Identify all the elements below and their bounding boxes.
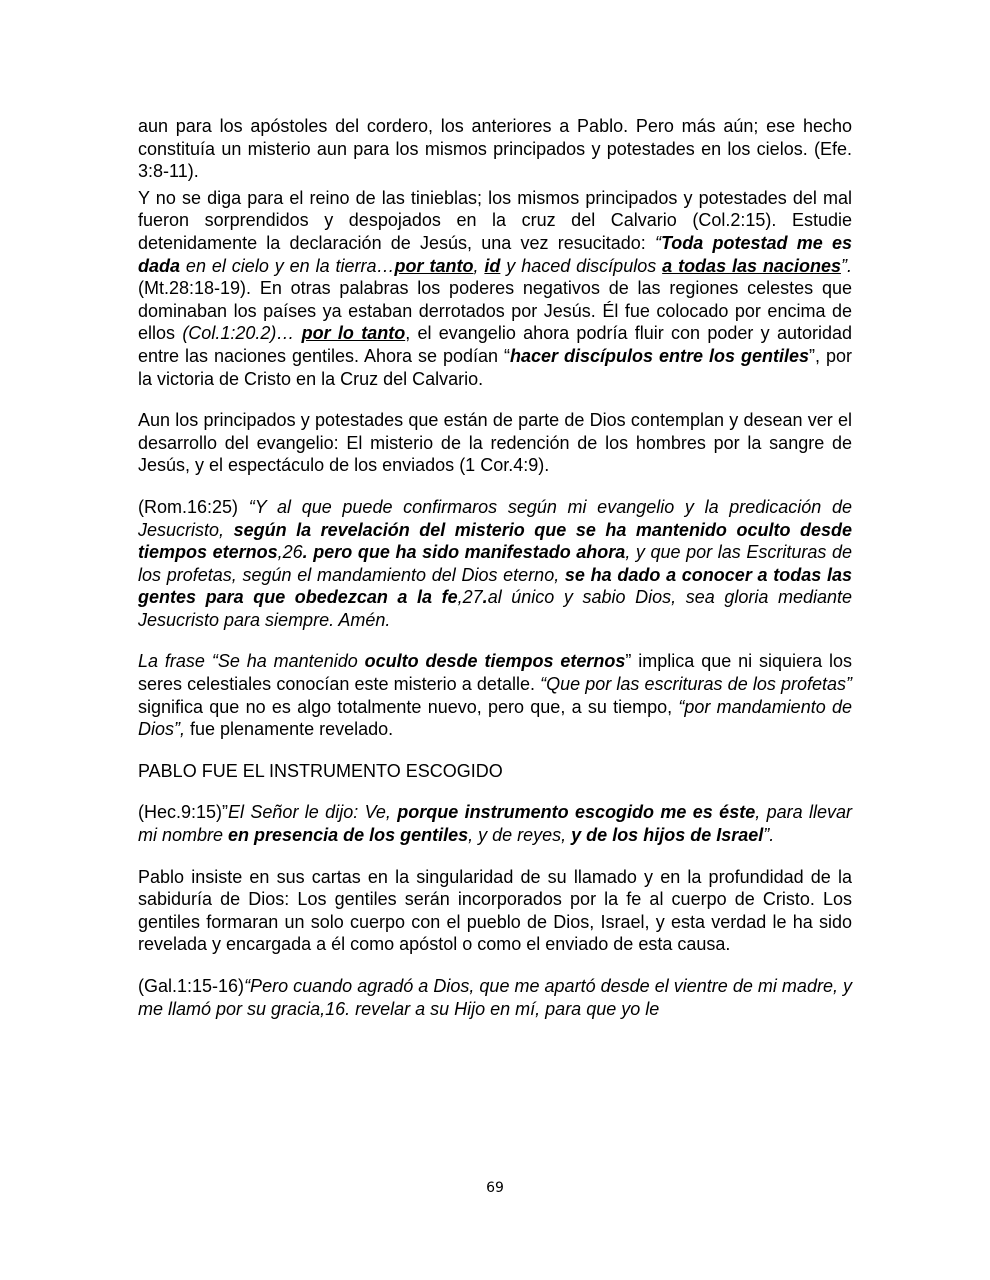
text-run: “por mandamiento de Dios”, [138, 696, 852, 740]
text-run: Y no se diga para el reino de las tinieblas; los mismos principados y potestades del mal fueron sorprendidos y despojados en la cruz del Calvario (Col.2:15). Estudie detenidamente la declaración de Jesús, una vez resucitado: [138, 187, 852, 253]
text-run: “Y al que puede confirmaros según mi evangelio y la predicación de Jesucristo, [138, 496, 852, 540]
text-run: según la revelación del misterio que se ha mantenido oculto desde tiempos eternos [138, 519, 852, 563]
text-run: ,26 [277, 542, 303, 563]
text-run: a todas las naciones [662, 255, 841, 276]
text-run: Aun los principados y potestades que están de parte de Dios contemplan y desean ver el desarrollo del evangelio: El misterio de la redención de los hombres por la sangre de Jesús, y el espectáculo de los enviados (1 Cor.4:9). [138, 410, 852, 476]
text-run: , para llevar mi nombre [138, 802, 852, 846]
text-run: por lo tanto [301, 323, 406, 344]
text-run: ”. [840, 255, 852, 276]
paragraph-4-romanos-quote [138, 496, 852, 632]
text-run: oculto desde tiempos eternos [364, 651, 626, 672]
text-run: , y de reyes, [468, 825, 572, 846]
text-run: “ [654, 232, 661, 253]
text-run: id [484, 255, 501, 276]
text-run: “Que por las escrituras de los profetas” [540, 674, 853, 695]
text-run: y haced discípulos [500, 255, 663, 276]
paragraph-1 [138, 115, 852, 183]
text-run: Toda potestad me es dada [138, 232, 852, 276]
text-run: por tanto [394, 255, 474, 276]
text-run: en presencia de los gentiles [228, 825, 469, 846]
text-run: ” implica que ni siquiera los seres celestiales conocían este misterio a detalle. [138, 651, 852, 695]
page-body [138, 115, 852, 1020]
text-run: (Rom.16:25) [138, 496, 249, 517]
text-run: “Pero cuando agradó a Dios, que me apartó desde el vientre de mi madre, y me llamó por su gracia,16. revelar a su Hijo en mí, para que yo le [138, 976, 852, 1019]
paragraph-5 [138, 650, 852, 740]
paragraph-3 [138, 409, 852, 477]
text-run: . pero que ha sido manifestado ahora [302, 542, 626, 563]
paragraph-8-galatas-quote [138, 975, 852, 1020]
text-run: se ha dado a conocer a todas las gentes para que obedezcan a la fe [138, 564, 852, 608]
text-run: y de los hijos de Israel [571, 825, 764, 846]
text-run: (Col.1:20.2)… [182, 323, 302, 344]
text-run: hacer discípulos entre los gentiles [510, 345, 810, 366]
text-run: (Hec.9:15)” [138, 802, 229, 823]
page-number: 69 [486, 1180, 504, 1196]
text-run: aun para los apóstoles del cordero, los anteriores a Pablo. Pero más aún; ese hecho constituía un misterio aun para los mismos principados y potestades en los cielos. (Efe. 3:8-11). [138, 116, 852, 182]
text-run: (Mt.28:18-19). En otras palabras los poderes negativos de las regiones celestes que dominaban los países ya estaban derrotados por Jesús. Él fue colocado por encima de ellos [138, 278, 852, 344]
paragraph-7 [138, 866, 852, 956]
text-run: La frase “Se ha mantenido [138, 651, 365, 672]
section-heading: PABLO FUE EL INSTRUMENTO ESCOGIDO [138, 760, 503, 781]
text-run: significa que no es algo totalmente nuevo, pero que, a su tiempo, [138, 696, 679, 717]
text-run: El Señor le dijo: Ve, [228, 802, 398, 823]
text-run: (Gal.1:15-16) [138, 976, 245, 996]
text-run: . [482, 587, 488, 608]
text-run: Pablo insiste en sus cartas en la singularidad de su llamado y en la profundidad de la sabiduría de Dios: Los gentiles serán incorporados por la fe al cuerpo de Cristo. Los gentiles formaran un solo cuerpo con el pueblo de Dios, Israel, y esta verdad le ha sido revelada y encargada a él como apóstol o como el enviado de esta causa. [138, 866, 852, 955]
text-run: en el cielo y en la tierra… [180, 255, 395, 276]
text-run: , y que por las Escrituras de los profetas, según el mandamiento del Dios eterno, [138, 542, 852, 585]
text-run: ”. [763, 825, 775, 846]
paragraph-6-hechos-quote [138, 801, 852, 846]
text-run: , el evangelio ahora podría fluir con poder y autoridad entre las naciones gentiles. Ahora se podían “ [138, 323, 852, 366]
text-run: ,27 [457, 587, 483, 608]
paragraph-2 [138, 187, 852, 390]
text-run: ”, por la victoria de Cristo en la Cruz del Calvario. [138, 345, 852, 389]
text-run: porque instrumento escogido me es éste [397, 802, 756, 823]
text-run: al único y sabio Dios, sea gloria mediante Jesucristo para siempre. Amén. [138, 587, 852, 630]
text-run: fue plenamente revelado. [185, 719, 394, 740]
text-run: , [473, 255, 485, 276]
